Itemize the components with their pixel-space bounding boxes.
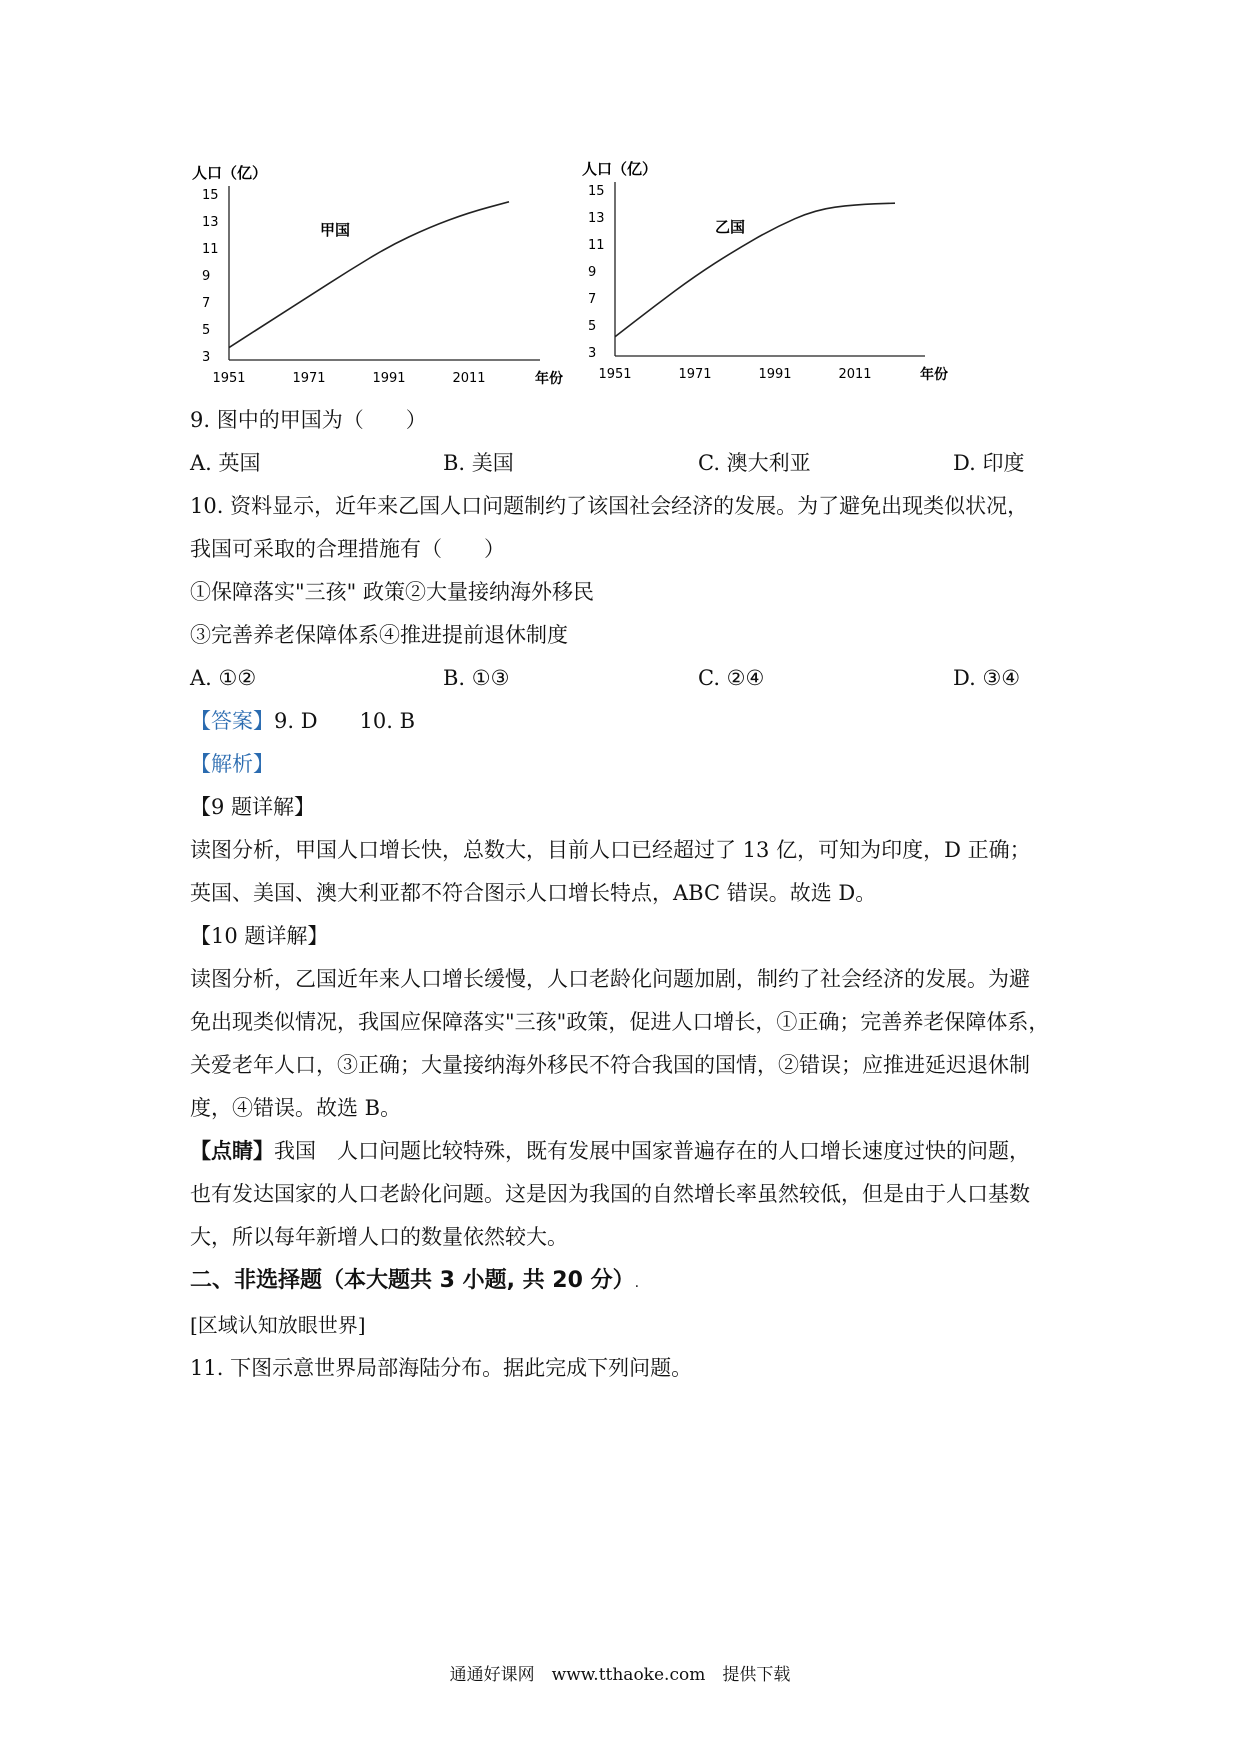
question-10-line1: 10. 资料显示，近年来乙国人口问题制约了该国社会经济的发展。为了避免出现类似状况， bbox=[190, 494, 1029, 518]
section-2-dot: . bbox=[634, 1275, 640, 1291]
question-9: 9. 图中的甲国为（ ） bbox=[190, 408, 427, 432]
y-tick-label: 7 bbox=[202, 296, 211, 311]
note-line2: 也有发达国家的人口老龄化问题。这是因为我国的自然增长率虽然较低，但是由于人口基数 bbox=[190, 1182, 1030, 1206]
x-ticks bbox=[212, 371, 485, 386]
x-ticks bbox=[598, 367, 871, 382]
note-line3: 大，所以每年新增人口的数量依然较大。 bbox=[190, 1225, 568, 1249]
note-line1 bbox=[190, 1136, 1030, 1166]
question-10-line2: 我国可采取的合理措施有（ ） bbox=[190, 537, 505, 561]
y-tick-label: 7 bbox=[588, 292, 597, 307]
y-ticks bbox=[588, 184, 605, 361]
y-tick-label: 15 bbox=[202, 188, 219, 203]
question-11: 11. 下图示意世界局部海陆分布。据此完成下列问题。 bbox=[190, 1356, 693, 1380]
question-10-statements-1: ①保障落实"三孩" 政策②大量接纳海外移民 bbox=[190, 580, 594, 604]
x-tick-label: 1951 bbox=[598, 367, 632, 382]
detail-9-line2: 英国、美国、澳大利亚都不符合图示人口增长特点，ABC 错误。故选 D。 bbox=[190, 881, 877, 905]
x-tick-label: 2011 bbox=[838, 367, 872, 382]
q10-option-d: D. ③④ bbox=[953, 666, 1021, 690]
y-tick-label: 15 bbox=[588, 184, 605, 199]
note-text: 我国 人口问题比较特殊，既有发展中国家普遍存在的人口增长速度过快的问题， bbox=[274, 1139, 1030, 1163]
answer-tag: 【答案】 bbox=[190, 709, 274, 733]
y-tick-label: 9 bbox=[588, 265, 597, 280]
footer-source: 通通好课网 www.tthaoke.com 提供下载 bbox=[449, 1665, 791, 1685]
x-tick-label: 2011 bbox=[452, 371, 486, 386]
x-axis-label: 年份 bbox=[920, 367, 948, 383]
x-tick-label: 1991 bbox=[758, 367, 792, 382]
chart-yi bbox=[570, 146, 970, 386]
region-label: [区域认知放眼世界] bbox=[190, 1313, 366, 1337]
detail-10-line1: 读图分析，乙国近年来人口增长缓慢，人口老龄化问题加剧，制约了社会经济的发展。为避 bbox=[190, 967, 1030, 991]
question-10-statements-2: ③完善养老保障体系④推进提前退休制度 bbox=[190, 623, 568, 647]
q10-option-b: B. ①③ bbox=[443, 666, 510, 690]
detail-10-line3: 关爱老年人口，③正确；大量接纳海外移民不符合我国的国情，②错误；应推进延迟退休制 bbox=[190, 1053, 1030, 1077]
q10-option-c: C. ②④ bbox=[698, 666, 765, 690]
x-tick-label: 1991 bbox=[372, 371, 406, 386]
population-line bbox=[615, 203, 895, 337]
detail-10-line4: 度，④错误。故选 B。 bbox=[190, 1096, 402, 1120]
y-tick-label: 5 bbox=[202, 323, 211, 338]
population-line bbox=[229, 202, 509, 348]
detail-10-line2: 免出现类似情况，我国应保障落实"三孩"政策，促进人口增长，①正确；完善养老保障体系， bbox=[190, 1010, 1050, 1034]
q10-option-a: A. ①② bbox=[190, 666, 257, 690]
q9-option-d: D. 印度 bbox=[953, 451, 1025, 475]
x-tick-label: 1971 bbox=[292, 371, 326, 386]
answer-text: 9. D 10. B bbox=[274, 709, 416, 733]
chart-jia bbox=[180, 150, 580, 390]
detail-10-title: 【10 题详解】 bbox=[190, 924, 329, 948]
y-tick-label: 11 bbox=[202, 242, 219, 257]
y-tick-label: 3 bbox=[202, 350, 211, 365]
detail-9-title: 【9 题详解】 bbox=[190, 795, 316, 819]
x-axis-label: 年份 bbox=[535, 371, 563, 387]
q9-option-b: B. 美国 bbox=[443, 451, 514, 475]
answer-line bbox=[190, 706, 415, 736]
y-tick-label: 5 bbox=[588, 319, 597, 334]
x-tick-label: 1951 bbox=[212, 371, 246, 386]
q9-option-c: C. 澳大利亚 bbox=[698, 451, 811, 475]
section-2-heading bbox=[190, 1266, 639, 1298]
y-tick-label: 13 bbox=[588, 211, 605, 226]
q9-option-a: A. 英国 bbox=[190, 451, 261, 475]
x-tick-label: 1971 bbox=[678, 367, 712, 382]
y-tick-label: 11 bbox=[588, 238, 605, 253]
series-label: 乙国 bbox=[715, 218, 746, 236]
analysis-tag: 【解析】 bbox=[190, 752, 274, 776]
series-label: 甲国 bbox=[320, 221, 351, 239]
y-axis-label: 人口（亿） bbox=[192, 164, 268, 182]
detail-9-line1: 读图分析，甲国人口增长快，总数大，目前人口已经超过了 13 亿，可知为印度，D 正确； bbox=[190, 838, 1031, 862]
section-2-title: 二、非选择题（本大题共 3 小题, 共 20 分） bbox=[190, 1268, 635, 1293]
y-tick-label: 13 bbox=[202, 215, 219, 230]
y-axis-label: 人口（亿） bbox=[582, 160, 658, 178]
y-ticks bbox=[202, 188, 219, 365]
y-tick-label: 3 bbox=[588, 346, 597, 361]
y-tick-label: 9 bbox=[202, 269, 211, 284]
note-tag: 【点睛】 bbox=[190, 1138, 274, 1163]
